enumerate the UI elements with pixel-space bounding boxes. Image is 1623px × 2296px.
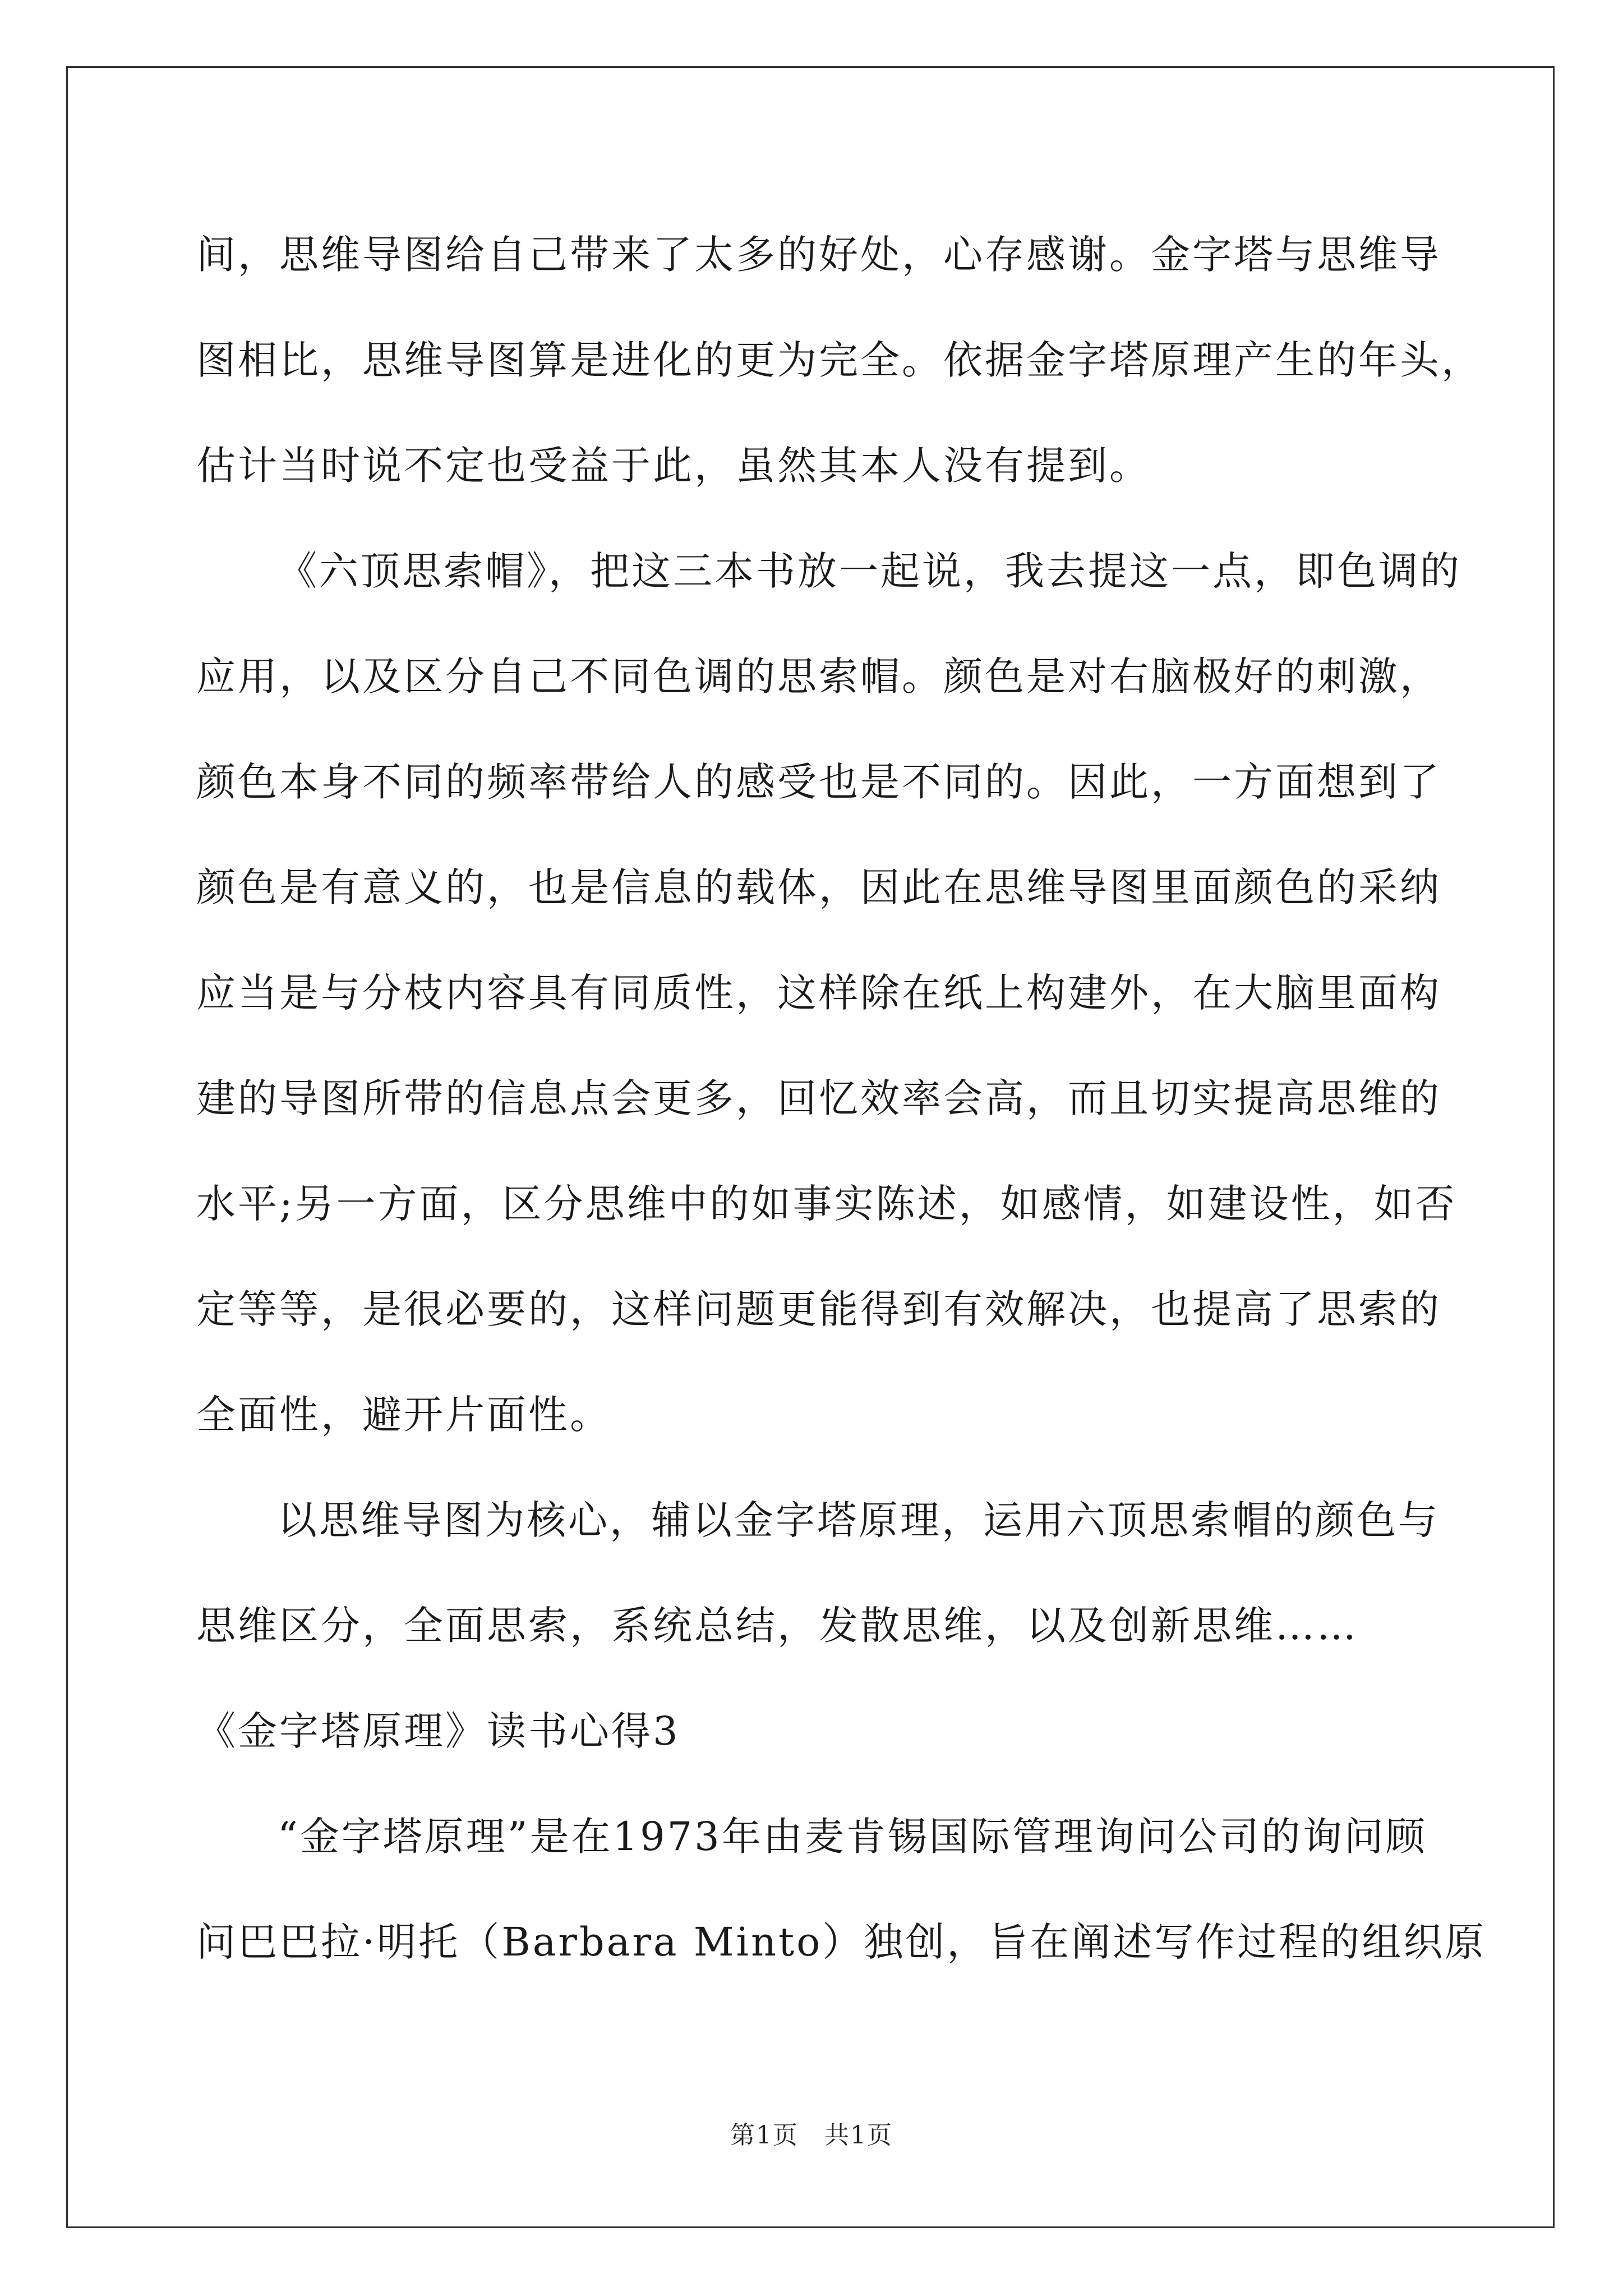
section-heading: 《金字塔原理》读书心得3 [196, 1708, 680, 1754]
page-footer: 第1页 共1页 [730, 2121, 893, 2150]
body-line: 思维区分，全面思索，系统总结，发散思维，以及创新思维…… [196, 1603, 1358, 1649]
document-body [196, 202, 1487, 1995]
body-line: 问巴巴拉·明托（Barbara Minto）独创，旨在阐述写作过程的组织原 [196, 1919, 1487, 1965]
paragraph-start-line: 以思维导图为核心，辅以金字塔原理，运用六顶思索帽的颜色与 [278, 1497, 1440, 1543]
body-line: 估计当时说不定也受益于此，虽然其本人没有提到。 [196, 443, 1151, 489]
body-line: 定等等，是很必要的，这样问题更能得到有效解决，也提高了思索的 [196, 1286, 1441, 1332]
body-line: 间，思维导图给自己带来了太多的好处，心存感谢。金字塔与思维导 [196, 232, 1441, 278]
body-line: 全面性，避开片面性。 [196, 1392, 611, 1438]
body-line: 颜色本身不同的频率带给人的感受也是不同的。因此，一方面想到了 [196, 759, 1441, 805]
body-line: 水平;另一方面，区分思维中的如事实陈述，如感情，如建设性，如否 [196, 1181, 1457, 1227]
body-line: 颜色是有意义的，也是信息的载体，因此在思维导图里面颜色的采纳 [196, 864, 1441, 910]
body-line: 应当是与分枝内容具有同质性，这样除在纸上构建外，在大脑里面构 [196, 970, 1441, 1016]
body-line: 建的导图所带的信息点会更多，回忆效率会高，而且切实提高思维的 [196, 1075, 1441, 1121]
paragraph-start-line: “金字塔原理”是在1973年由麦肯锡国际管理询问公司的询问顾 [278, 1814, 1427, 1860]
paragraph-start-line: 《六顶思索帽》，把这三本书放一起说，我去提这一点，即色调的 [278, 548, 1461, 594]
body-line: 应用，以及区分自己不同色调的思索帽。颜色是对右脑极好的刺激， [196, 654, 1441, 700]
body-line: 图相比，思维导图算是进化的更为完全。依据金字塔原理产生的年头， [196, 337, 1483, 383]
